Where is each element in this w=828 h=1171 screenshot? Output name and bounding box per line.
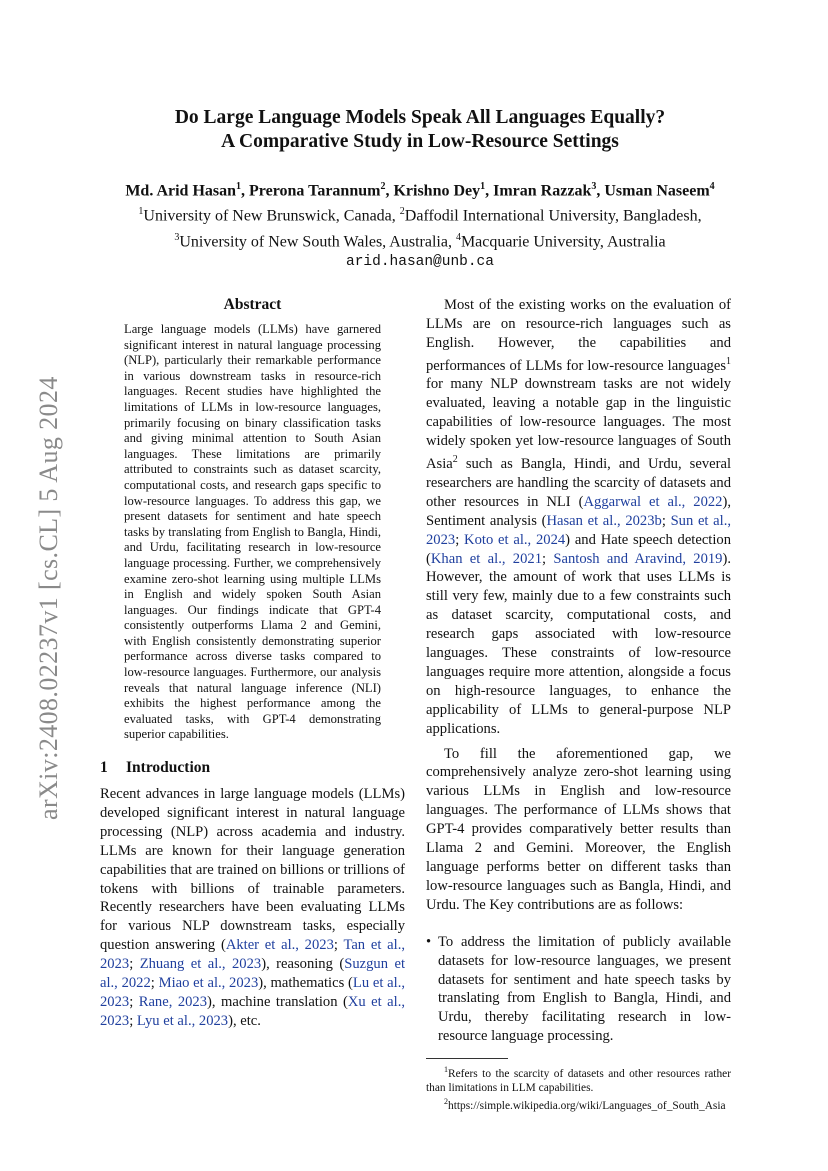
footnote-marker[interactable]: 1 [726, 355, 731, 367]
affiliation: University of New Brunswick, Canada, [143, 207, 400, 225]
citation-link[interactable]: Xu et al., 2023 [100, 994, 405, 1029]
footnote-divider [426, 1058, 508, 1059]
title-line-2: A Comparative Study in Low-Resource Settings [221, 131, 619, 152]
section-title: Introduction [126, 759, 211, 777]
author-affil-mark: 3 [591, 181, 597, 192]
citation-link[interactable]: Zhuang et al., 2023 [139, 956, 262, 973]
contribution-bullet [426, 933, 731, 1046]
footnote-2 [426, 1095, 731, 1113]
citation-link[interactable]: Rane, 2023 [138, 994, 208, 1010]
arxiv-identifier: arXiv:2408.02237v1 [cs.CL] 5 Aug 2024 [34, 376, 63, 820]
abstract-heading: Abstract [223, 296, 282, 313]
body-paragraph: Most of the existing works on the evaluation of LLMs are on resource-rich languages such as English. However, the capabilities and performances of LLMs for low-resource languages$^1$ for many NLP downstream tasks are not widely evaluated, leaving a notable gap in the linguistic capabilities of low-resource languages. The most widely spoken yet low-resource languages of South Asia$^2$ such as Bangla, Hindi, and Urdu, several researchers are handling the scarcity of datasets and other resources in NLI (Aggarwal et al., 2022), Sentiment analysis (Hasan et al., 2023b; Sun et al., 2023; Koto et al., 2024) and Hate speech detection (Khan et al., 2021; Santosh and Aravind, 2019). However, the amount of work that uses LLMs is still very few, mainly due to a few constraints such as dataset scarcity, computational costs, and research gaps associated with low-resource languages. These constraints of low-resource languages require more attention, alongside a focus on high-resource languages, to enhance the applicability of LLMs to general-purpose NLP applications. [426, 297, 732, 737]
citation-link[interactable]: Khan et al., 2021 [430, 550, 542, 567]
bullet-text: To address the limitation of publicly available datasets for low-resource languages, we present datasets for sentiment and hate speech tasks by translating from English to Bangla, Hindi, and Urdu, thereby facilitating research in low-resource language processing. [438, 933, 731, 1045]
author-email[interactable]: arid.hasan@unb.ca [346, 253, 494, 270]
title-line-1: Do Large Language Models Speak All Languages Equally? [174, 107, 666, 128]
paper-title [90, 106, 750, 154]
footnote-marker[interactable]: 2 [452, 454, 458, 466]
affiliation: University of New South Wales, Australia, [179, 232, 456, 250]
citation-link[interactable]: Suzgun et al., 2022 [100, 956, 406, 992]
author-affil-mark: 1 [480, 181, 486, 192]
citation-link[interactable]: Lyu et al., 2023 [136, 1012, 229, 1029]
author-name: Md. Arid Hasan [125, 182, 237, 200]
author-affil-mark: 2 [380, 181, 386, 192]
citation-link[interactable]: Sun et al., 2023 [426, 512, 732, 548]
author-affil-mark: 1 [236, 181, 242, 192]
bullet-icon: • [426, 933, 432, 950]
section-heading-introduction [100, 759, 405, 777]
citation-link[interactable]: Akter et al., 2023 [225, 937, 334, 954]
citation-link[interactable]: Miao et al., 2023 [158, 975, 259, 992]
affiliations-line-2 [70, 227, 770, 252]
abstract-text: Large language models (LLMs) have garnered significant interest in natural language processing (NLP), particularly their remarkable performance in various downstream tasks in resource-rich languages. Recent studies have highlighted the limitations of LLMs in low-resource languages, primarily focusing on binary classification tasks and giving minimal attention to South Asian languages. These limitations are primarily attributed to constraints such as dataset scarcity, computational costs, and research gaps specific to low-resource languages. To address this gap, we present datasets for sentiment and hate speech tasks by translating from English to Bangla, Hindi, and Urdu, facilitating research in low-resource language processing. Further, we comprehensively examine zero-shot learning using multiple LLMs in English and widely spoken South Asian languages. Our findings indicate that GPT-4 consistently outperforms Llama 2 and Gemini, with English consistently demonstrating superior performance across diverse tasks compared to low-resource languages. Furthermore, our analysis reveals that natural language inference (NLI) exhibits the highest performance among the evaluated tasks, with GPT-4 demonstrating superior capabilities. [124, 322, 381, 742]
section-number: 1 [100, 759, 108, 777]
footnote-number: 1 [444, 1065, 448, 1075]
citation-link[interactable]: Hasan et al., 2023b [546, 512, 662, 529]
author-names: Md. Arid Hasan$^1$, Prerona Tarannum$^2$, Krishno Dey$^1$, Imran Razzak$^3$, Usman Naseem$^4$ [125, 181, 715, 200]
affil-mark: 1 [138, 206, 144, 218]
citation-link[interactable]: Santosh and Aravind, 2019 [553, 550, 723, 567]
author-name: Imran Razzak [493, 182, 592, 200]
citation-link[interactable]: Koto et al., 2024 [464, 531, 566, 548]
citation-link[interactable]: Tan et al., 2023 [100, 937, 405, 973]
affiliations-line-1 [70, 201, 770, 226]
author-name: Usman Naseem [604, 182, 710, 200]
citation-link[interactable]: Lu et al., 2023 [100, 975, 406, 1010]
left-column [100, 296, 405, 1031]
footnote-url[interactable]: https://simple.wikipedia.org/wiki/Languages_of_South_Asia [448, 1099, 726, 1112]
footnote-1: $^1$Refers to the scarcity of datasets and other resources rather than limitations in LLM capabilities. [426, 1065, 731, 1094]
affiliation: Daffodil International University, Bangladesh, [404, 207, 702, 225]
footnote-number: 2 [444, 1096, 448, 1106]
intro-paragraph: Recent advances in large language models (LLMs) developed significant interest in natural language processing (NLP) across academia and industry. LLMs are known for their language generation capabilities that are trained on billions or trillions of tokens with billions of trainable parameters. Recently researchers have been evaluating LLMs for various NLP downstream tasks, especially question answering (Akter et al., 2023; Tan et al., 2023; Zhuang et al., 2023), reasoning (Suzgun et al., 2022; Miao et al., 2023), mathematics (Lu et al., 2023; Rane, 2023), machine translation (Xu et al., 2023; Lyu et al., 2023), etc. [100, 786, 406, 1029]
right-column [426, 296, 731, 1113]
author-name: Krishno Dey [393, 182, 481, 200]
affiliation: Macquarie University, Australia [460, 232, 666, 250]
arxiv-sidebar-stamp [14, 370, 63, 820]
affil-mark: 2 [399, 206, 405, 218]
author-name: Prerona Tarannum [249, 182, 381, 200]
affil-mark: 4 [455, 231, 461, 243]
author-affil-mark: 4 [709, 181, 715, 192]
affil-mark: 3 [174, 231, 180, 243]
body-paragraph: To fill the aforementioned gap, we comprehensively analyze zero-shot learning using various LLMs in English and low-resource languages. The performance of LLMs shows that GPT-4 provides comparatively better results than Llama 2 and Gemini. Moreover, the English language performs better on different tasks than low-resource languages such as Bangla, Hindi, and Urdu. The Key contributions are as follows: [426, 745, 731, 913]
author-block [70, 176, 770, 273]
citation-link[interactable]: Aggarwal et al., 2022 [583, 493, 723, 510]
